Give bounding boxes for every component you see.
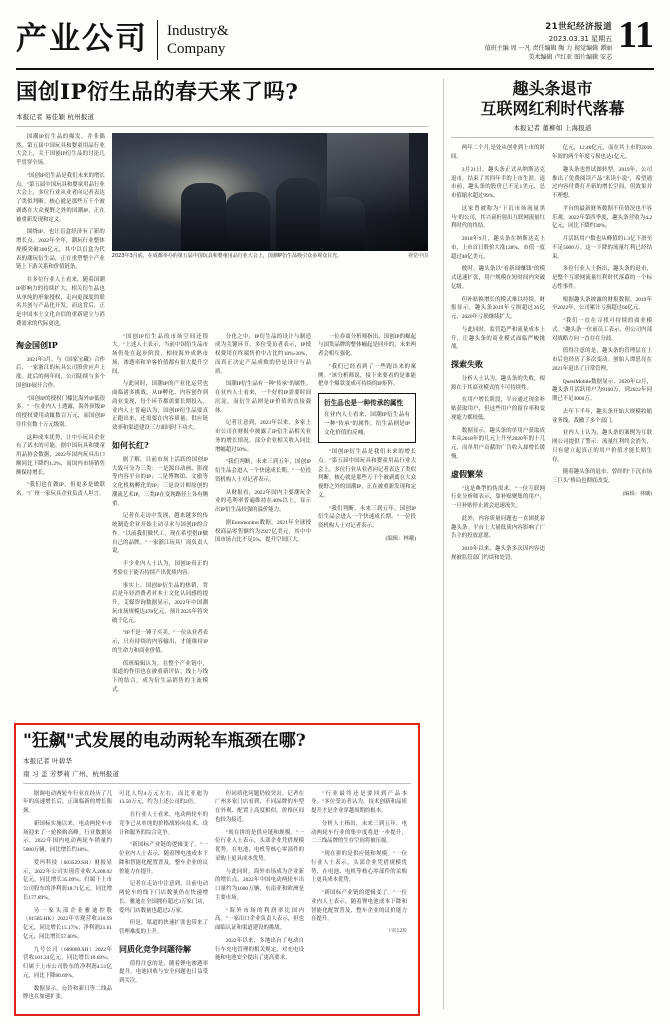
paragraph: "国创IP的授权门槛比海外IP低很多。"一位业内人士透露，海外顶级IP的授权费用动辄数百万元，而国创IP往往在数十万元级别。	[16, 395, 105, 428]
paragraph: 另一家头部企业雅迪控股（01585.HK）2022年实现营收310.59亿元，同比增长15.17%；净利润21.61亿元，同比增长57.80%。	[23, 907, 112, 940]
paragraph: 3月21日，趣头条正式从纳斯达克退市，结束了其四年半的上市生涯。退市前，趣头条的股价已不足1美元，总市值缩水超过99%。	[450, 166, 545, 199]
paragraph: 分化之中，IP衍生品的设计与制造成为关键环节。多位受访者表示，IP授权费用在终端售价中占比约10%-20%，而真正决定产品成败的仍是设计与品质。	[215, 333, 311, 375]
photo-light-beam	[327, 133, 409, 251]
paragraph: 据Euromonitor数据，2021年全球授权商品零售额约为2927亿美元，其中中国市场占比不足5%，提升空间巨大。	[215, 519, 311, 544]
photo-figure	[181, 183, 225, 251]
paragraph: "我们已经看到了一些跑出来的案例。"该分析师说，接下来要看的是谁能把单个爆款变成可持续的IP矩阵。	[318, 363, 416, 388]
masthead	[16, 14, 654, 70]
main-article-byline: 本报记者 易佳颖 杭州报道	[16, 112, 95, 121]
paragraph: 分析人士指出，未来三到五年，电动两轮车行业的集中度将进一步提升，二三线品牌的生存空间将被压缩。	[311, 820, 407, 845]
divider	[23, 783, 411, 784]
right-article-headline-line2: 互联网红利时代落幕	[480, 99, 625, 119]
subheading: 同质化竞争问题待解	[119, 943, 191, 954]
paragraph: 据调电动两轮车行业在经历了几年的高速增长后，正面临新的增长瓶颈。	[23, 790, 112, 814]
paragraph: 2018年9月，趣头条在纳斯达克上市，上市首日股价大涨128%，市值一度超过40亿美元。	[450, 236, 545, 260]
divider	[16, 126, 428, 127]
column	[215, 333, 318, 699]
bottom-article-byline-2: 南 习 盖 芳梦莉 广州、杭州报道	[23, 769, 120, 778]
paragraph: QuestMobile数据显示，2020年12月，趣头条月活跃用户为9100万，到2022年同期已不足3000万。	[551, 378, 652, 402]
photo-figure	[276, 178, 320, 251]
paragraph: 新国标实施以来，电动两轮车市场迎来了一轮换购高峰。行业数据显示，2022年国内电动两轮车销量约5000万辆，同比增长约10%。	[23, 820, 112, 853]
photo-block	[112, 133, 428, 333]
paragraph: 但补贴换增长的模式难以持续。财报显示，趣头条2019年亏损超过26亿元，2020年亏损继续扩大。	[450, 296, 545, 320]
column	[119, 790, 215, 1007]
column	[318, 333, 416, 699]
paragraph: 记者在走访中发现，越来越多的传统制造企业开始主动寻求与国创IP的合作。"以前我们做代工，现在希望借IP做自己的品牌。"一家浙江玩具厂商负责人说。	[112, 513, 208, 555]
masthead-info	[485, 18, 618, 62]
main-article-top-columns	[16, 133, 428, 333]
right-article-columns	[451, 144, 654, 566]
paragraph: 彼时，趣头条以"看新闻赚钱"的模式迅速扩张，用户规模在短时间内突破亿级。	[450, 266, 545, 290]
page-number: 11	[618, 14, 654, 56]
photo-figure	[226, 192, 270, 251]
paragraph: "国创IP衍生品的市场空间还很大。"上述人士表示，当前中国衍生品市场仍处在起步阶段，相较海外成熟市场，渗透率和单客价值都有很大提升空间。	[112, 333, 208, 375]
paragraph: 不少业内人士认为，国创IP真正的考验在于能否持续产出优质内容。	[112, 561, 208, 576]
column	[16, 133, 112, 333]
column	[552, 144, 652, 566]
paragraph: 与此同时，国潮IP的产业化运营也面临诸多挑战。从IP孵化、内容创作到商业变现，每个环节都需要长期投入。业内人士普遍认为，国创IP衍生品要真正跑出来，还需要在内容质量、供应链效率和渠道建设三方面同时下功夫。	[112, 381, 208, 432]
pull-quote-heading: 衍生品也是一种传承的属性	[324, 399, 404, 408]
divider	[451, 137, 654, 138]
paragraph: 去年下半年，趣头条开始大规模收缩业务线，裁撤了多个部门。	[551, 408, 652, 424]
paragraph: 与此同时，海外市场成为企业新的增长点。2022年中国电动两轮车出口量约为1000万辆，东南亚和欧洲是主要市场。	[215, 868, 304, 901]
masthead-right	[484, 14, 654, 62]
paragraph: 围绕IP，也让盲盒经济有了新的增长点。2022年全年，潮玩行业整体规模突破300亿元，其中以盲盒为代表的潮玩衍生品，正在重塑整个产业链上下游关系和价值链条。	[16, 229, 105, 271]
paragraph: "现在拼的是供应链和规模。"一位行业人士表示，头部企业凭借规模优势，在电池、电机等核心零部件的采购上更具成本优势。	[311, 851, 407, 884]
paper-name: 21世纪经济报道	[545, 22, 613, 32]
column	[23, 790, 119, 1007]
photo-image	[112, 133, 428, 251]
paragraph: 2019年以来，趣头条多次因内容违规被监管部门约谈和处罚。	[450, 546, 545, 561]
subheading: 淘金国创IP	[16, 339, 58, 350]
section-title-cn: 产业公司	[16, 21, 148, 57]
paragraph: 事实上，国创IP衍生品的热销，背后是年轻消费者对本土文化认同感的提升。艾媒咨询数据显示，2022年中国潮玩市场规模达478亿元，预计2025年将突破千亿元。	[112, 582, 208, 624]
photo-caption	[112, 253, 428, 261]
bottom-article-headline: "狂飙"式发展的电动两轮车瓶颈在哪?	[23, 731, 306, 752]
column	[451, 144, 552, 566]
paragraph: "我们也在做IP，但更多是做联名。"广州一家玩具企业负责人坦言。	[16, 482, 105, 498]
right-article-headline-line1: 趣头条退市	[512, 79, 593, 99]
bottom-article-byline-1: 本报记者 叶碧华	[23, 756, 73, 765]
pull-quote-box	[318, 393, 416, 443]
column-divider	[443, 79, 444, 1009]
paragraph: 数据显示，台铃和新日等二线品牌也在加速扩张。	[23, 985, 112, 1001]
paragraph: 可比人均4万元左右，而比亚迪为13.50万元，约为上述公司的2倍。	[119, 790, 208, 806]
paragraph: 一位券商分析师指出，国创IP的崛起与国货品牌的整体崛起是同步的，未来两者会相互强化。	[318, 333, 416, 358]
bottom-article-byline	[23, 756, 411, 765]
publish-date: 2023.03.31 星期五	[548, 34, 613, 43]
paragraph: 记者在走访中注意到，目前电动两轮车的线下门店数量仍在快速增长。雅迪在全国拥有超过3万家门店，爱玛门店数量也超过2万家。	[119, 881, 208, 914]
paragraph: 在用户增长阶段，平台通过现金补贴获取用户，但这些用户的留存率和变现能力都较低。	[450, 397, 545, 421]
right-zone	[451, 79, 654, 1009]
paragraph: 根据趣头条披露的财报数据，2019年至2022年，公司累计亏损超过60亿元。	[551, 296, 652, 312]
paragraph: 多位行业人士指出，趣头条的退市，是整个互联网流量红利时代落幕的一个标志性事件。	[551, 266, 652, 290]
paragraph: "现在拼的是供应链和规模。"一位行业人士表示，头部企业凭借规模优势，在电池、电机等核心零部件的采购上更具成本优势。	[215, 829, 304, 862]
paragraph: 月活跃用户数也从峰值的1.3亿下滑至不足5000万。这一下降的流量红利已经结束。	[551, 236, 652, 260]
paragraph: "国创IP衍生品是我们未来的增长点。"第五届中国玩具和婴童用品行业大会上，多位行业从业者向记者表达了类似判断。核心就是那些万千个被剥离在大众视野之外的国潮IP，正在被重新发现和定义。	[16, 172, 105, 223]
subheading: 如何长红?	[112, 439, 149, 450]
paragraph: 国潮IP衍生品有一种"传承"的属性。在业内人士看来，一个好的IP需要时间沉淀，而衍生品则是IP价值的直接载体。	[215, 381, 311, 414]
paragraph: "行业最终还是要回到产品本身。"多位受访者认为，技术创新和品质提升才是企业穿越周期的根本。	[311, 790, 407, 814]
paragraph: 趣头条也曾试图转型。2019年，公司推出了免费阅读产品"米读小说"，希望通过内容付费打开新的增长空间，但效果并不理想。	[551, 166, 652, 199]
paragraph: 分析人士认为，趣头条的失败，根源在于其商业模式的不可持续性。	[450, 375, 545, 391]
paragraph: 此外，内容质量问题也一直困扰着趣头条。平台上大量低质内容影响了广告主的投放意愿。	[450, 515, 545, 540]
paragraph: 据了解，目前市场上活跃的国创IP大致可分为三类：一是源自动画、影视等内容平台的IP；二是博物馆、文旅等文化机构孵化的IP；三是设计师原创的潮流艺术IP。三类IP在变现路径上各有侧重。	[112, 456, 208, 507]
continuation-note: 下转12版	[387, 929, 407, 934]
main-article-mid-columns	[16, 333, 428, 699]
subheading: 探索失败	[450, 359, 483, 369]
paragraph: 2021年3月，与《国家宝藏》合作后，一家浙江的玩具公司股价应声上涨。此后的两年间，公司陆续与多个国创IP展开合作。	[16, 356, 105, 389]
column	[311, 790, 407, 1007]
main-article-headline: 国创IP衍生品的春天来了吗?	[16, 80, 299, 106]
paragraph: 业内人士认为，趣头条的案例为互联网公司提供了警示：流量红利终会消失，只有建立起真正的用户价值才能长期生存。	[551, 430, 652, 463]
paragraph: 这家曾被称为"下沉市场流量黑马"的公司，其兴衰折射出互联网流量红利时代的终结。	[450, 205, 545, 230]
masthead-credits-1: 值班主编 周 一凡 责任编辑 陶 力 视觉编辑 谭丽	[484, 45, 613, 53]
bottom-article-columns	[23, 790, 411, 1007]
paragraph: 但是，渠道的快速扩张也带来了管理难度的上升。	[119, 920, 208, 935]
paragraph: "IP不是一锤子买卖。"一位从业者表示，只有持续的内容输出，才能维持IP的生命力和商业价值。	[112, 630, 208, 654]
highlighted-article	[14, 723, 420, 1016]
paragraph: 随着趣头条的退市，曾经的"下沉市场三巨头"格局也彻底改变。	[551, 469, 652, 484]
paragraph: 值得注意的是，随着锂电渗透率提升，电池回收与安全问题也日益受到关注。	[119, 960, 208, 985]
paragraph: "新国标产业链的逻辑变了。"一位业内人士表示，随着锂电池成本下降和智能化配置普及，整车企业的议价能力在提升。	[311, 890, 407, 923]
column	[215, 790, 311, 1007]
editor-credit: (编辑：林曦)	[622, 490, 652, 497]
main-article-photo	[112, 133, 428, 261]
paragraph: 亿元，12.40亿元，而在其上市的2016年间的两个年度亏损也达1亿元。	[551, 145, 652, 160]
column	[112, 333, 215, 699]
editor-credit: (编辑：林曦)	[385, 535, 416, 542]
paragraph: "海外市场的利润率比国内高。"一家出口企业负责人表示，但也面临认证和渠道建设的挑战。	[215, 907, 304, 931]
paragraph: 但同质化问题仍较突出。记者在广州多家门店看到，不同品牌的车型在外观、配置上高度相似，价格区间也较为接近。	[215, 790, 304, 823]
right-article-headline	[451, 79, 654, 119]
paragraph: 与此同时，监管趋严和流量成本上升，让趣头条的商业模式面临严峻挑战。	[450, 326, 545, 351]
paragraph: "这是典型的伪需求。"一位互联网行业分析师表示，靠补贴聚集的用户，一旦补贴停止就会迅速流失。	[450, 485, 545, 510]
paragraph: 两年二个月,是处从创业到上市的时间。	[450, 145, 545, 160]
paragraph: 记者注意到，2023年以来，多家上市公司在财报中披露了IP衍生品相关业务的增长情况。部分企业相关收入同比增幅超过50%。	[215, 420, 311, 453]
paragraph: 值班编辑认为，在整个产业链中，渠道的作用也在被重新评估。线上与线下的结合，成为衍生品销售的主流模式。	[112, 660, 208, 693]
paragraph: 在行业人士看来，电动两轮车的竞争已从单纯的价格战转向技术、设计和服务的综合竞争。	[119, 812, 208, 836]
paragraph: 从财报看，2022年国内主要潮玩企业的毛利率普遍维持在40%以上，显示出IP衍生品较强的溢价能力。	[215, 489, 311, 514]
column	[16, 333, 112, 699]
section-title-en-line1: Industry&	[167, 23, 229, 39]
paragraph: 值得注意的是，趣头条的管理层在上市后也经历了多次变动。创始人谭思亮在2021年退出了日常管理。	[551, 348, 652, 372]
paragraph: 数据显示，趣头条的单用户获取成本从2018年的几元上升至2020年的十几元，而单用户贡献的广告收入却增长缓慢。	[450, 427, 545, 460]
paragraph: 这种成本优势，让中小玩具企业有了试水的可能。据中国玩具和婴童用品协会数据，2022年国内玩具出口额同比下降约1.2%，而国内市场销售额保持增长。	[16, 434, 105, 476]
paragraph: "我们一直在寻找可持续的商业模式。"趣头条一位前员工表示，但公司内部对战略方向一直存在分歧。	[551, 318, 652, 342]
photo-caption-text: 2023年3月底，在成都举办的第五届中国玩具和婴童用品行业大会上，国潮IP衍生品吸引众多观众目光。	[111, 252, 343, 259]
masthead-credits-2: 美术编辑 卢红亚 图片编辑 安芯	[528, 54, 613, 62]
subheading: 虚假繁荣	[450, 468, 483, 479]
paragraph: 国潮IP衍生品的爆发，并非偶然。第五届中国玩具和婴童用品行业大会上，关于国创IP衍生品的讨论几乎贯穿全场。	[16, 133, 105, 167]
paragraph: 2022年以来，多地出台了电动自行车充电管理的相关规定，对充电设施和电池安全提出了更高要求。	[215, 937, 304, 962]
paragraph: "我们判断，未来三到五年，国创IP衍生品会进入一个快速成长期。"一位投资机构人士对记者表示。	[318, 505, 416, 530]
paragraph: "我们判断，未来三到五年，国创IP衍生品会进入一个快速成长期。"一位投资机构人士对记者表示。	[215, 459, 311, 483]
paragraph: 爱玛科技（603529.SH）财报显示，2022年公司实现营业收入208.02亿元，同比增长35.09%；归属于上市公司股东的净利润18.71亿元，同比增长177.89%。	[23, 859, 112, 901]
right-article-byline: 本报记者 董柳如 上海报道	[513, 124, 592, 133]
pull-quote-text: 在业内人士看来，国潮IP衍生品有一种"传承"的属性，衍生品则是IP文化价值的反哺。	[324, 411, 410, 436]
photo-credit: 视觉中国	[407, 252, 428, 259]
paragraph: 九号公司（689009.SH）2022年营收101.24亿元，同比增长10.69%；归属于上市公司股东的净利润4.51亿元，同比下降80.69%。	[23, 946, 112, 979]
paragraph: 平台的最新财务数据不佳情况也不容乐观。2022年第四季度，趣头条营收为4.2亿元，同比下降约30%。	[551, 205, 652, 230]
section-title-en	[167, 18, 229, 59]
paragraph: "国创IP衍生品是我们未来的增长点。"第五届中国玩具和婴童用品行业大会上，多位行业从业者向记者表达了类似判断。核心就是那些万千个被剥离在大众视野之外的国潮IP，正在被重新发现和定义。	[318, 449, 416, 499]
section-title-en-line2: Company	[167, 41, 226, 58]
paragraph: 在多位行业人士看来，随着国潮IP影响力的持续扩大，相关衍生品也从单纯的形象授权，走向更深度的联名共创与产品化开发。而这背后，正是中国本土文化自信的重新建立与消费需求的代际更迭。	[16, 277, 105, 327]
paragraph: "新国标产业链的逻辑变了。"一位业内人士表示，随着锂电池成本下降和智能化配置普及，整车企业的议价能力在提升。	[119, 842, 208, 875]
masthead-divider	[157, 20, 158, 60]
